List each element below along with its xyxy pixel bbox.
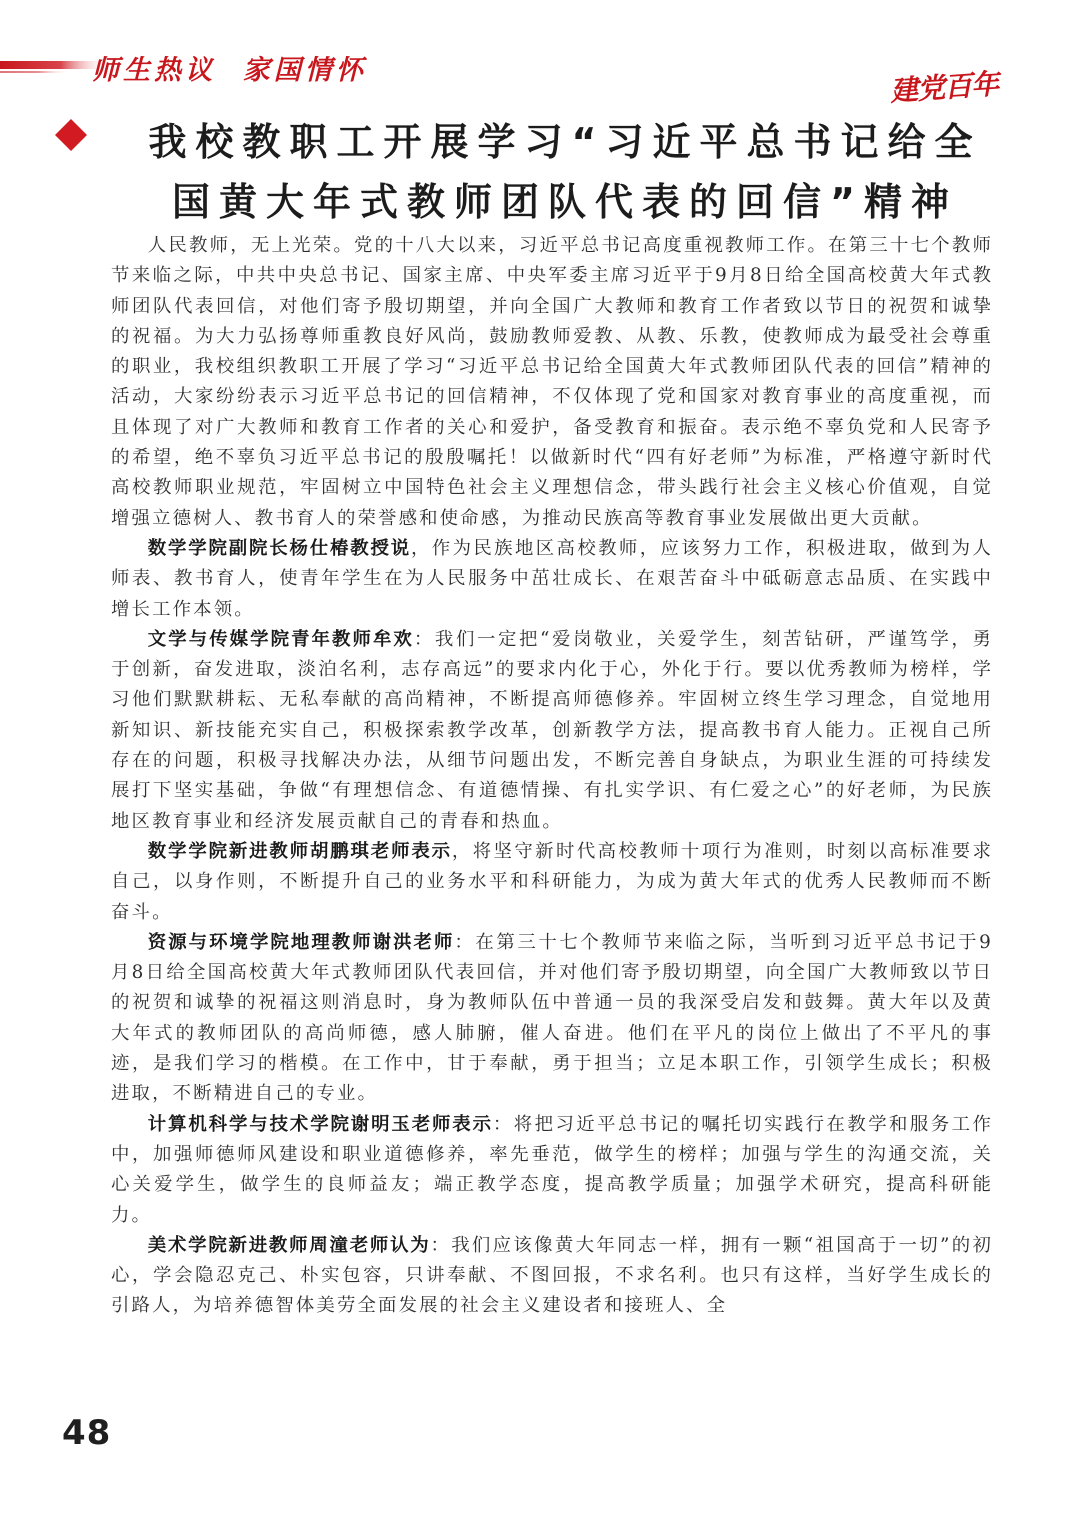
column-title: 师生热议 家国情怀 — [92, 55, 367, 86]
brand-logo: 建党百年 — [889, 67, 1000, 108]
diamond-bullet-icon — [54, 118, 88, 152]
article-title-line-2: 国黄大年式教师团队代表的回信”精神 — [172, 180, 958, 224]
paragraph-text: ：我们一定把“爱岗敬业，关爱学生，刻苦钻研，严谨笃学，勇于创新，奋发进取，淡泊名利，志存高远”的要求内化于心，外化于行。要以优秀教师为榜样，学习他们默默耕耘、无私奉献的高尚精神，不断提高师德修养。牢固树立终生学习理念，自觉地用新知识、新技能充实自己，积极探索教学改革，创新教学方法，提高教书育人能力。正视自己所存在的问题，积极寻找解决办法，从细节问题出发，不断完善自身缺点，为职业生涯的可持续发展打下坚实基础，争做“有理想信念、有道德情操、有扎实学识、有仁爱之心”的好老师，为民族地区教育事业和经济发展贡献自己的青春和热血。 — [111, 628, 993, 832]
article-body — [111, 231, 993, 1322]
page-number: 48 — [62, 1413, 112, 1453]
paragraph-intro — [111, 231, 993, 534]
article-title — [100, 112, 1030, 232]
paragraph-text: ，作为民族地区高校教师，应该努力工作，积极进取，做到为人师表、教书育人，使青年学生在为人民服务中茁壮成长、在艰苦奋斗中砥砺意志品质、在实践中增长工作本领。 — [111, 537, 993, 620]
paragraph-text: ，将坚守新时代高校教师十项行为准则，时刻以高标准要求自己，以身作则，不断提升自己的业务水平和科研能力，为成为黄大年式的优秀人民教师而不断奋斗。 — [111, 840, 993, 923]
paragraph-quote — [111, 625, 993, 837]
article-title-line-1: 我校教职工开展学习“习近平总书记给全 — [148, 120, 982, 164]
paragraph-quote — [111, 1231, 993, 1322]
speaker-lead: 美术学院新进教师周潼老师认为 — [147, 1234, 431, 1256]
speaker-lead: 文学与传媒学院青年教师牟欢 — [147, 628, 414, 650]
paragraph-quote — [111, 837, 993, 928]
speaker-lead: 计算机科学与技术学院谢明玉老师表示 — [147, 1113, 493, 1135]
paragraph-text: 人民教师，无上光荣。党的十八大以来，习近平总书记高度重视教师工作。在第三十七个教师节来临之际，中共中央总书记、国家主席、中央军委主席习近平于9月8日给全国高校黄大年式教师团队代表回信，对他们寄予殷切期望，并向全国广大教师和教育工作者致以节日的祝贺和诚挚的祝福。为大力弘扬尊师重教良好风尚，鼓励教师爱教、从教、乐教，使教师成为最受社会尊重的职业，我校组织教职工开展了学习“习近平总书记给全国黄大年式教师团队代表的回信”精神的活动，大家纷纷表示习近平总书记的回信精神，不仅体现了党和国家对教育事业的高度重视，而且体现了对广大教师和教育工作者的关心和爱护，备受教育和振奋。表示绝不辜负党和人民寄予的希望，绝不辜负习近平总书记的殷殷嘱托！以做新时代“四有好老师”为标准，严格遵守新时代高校教师职业规范，牢固树立中国特色社会主义理想信念，带头践行社会主义核心价值观，自觉增强立德树人、教书育人的荣誉感和使命感，为推动民族高等教育事业发展做出更大贡献。 — [111, 235, 993, 529]
paragraph-quote — [111, 1110, 993, 1231]
speaker-lead: 数学学院副院长杨仕椿教授说 — [147, 537, 411, 559]
paragraph-text: ：在第三十七个教师节来临之际，当听到习近平总书记于9月8日给全国高校黄大年式教师团队代表回信，并对他们寄予殷切期望，向全国广大教师致以节日的祝贺和诚挚的祝福这则消息时，身为教师队伍中普通一员的我深受启发和鼓舞。黄大年以及黄大年式的教师团队的高尚师德，感人肺腑，催人奋进。他们在平凡的岗位上做出了不平凡的事迹，是我们学习的楷模。在工作中，甘于奉献，勇于担当；立足本职工作，引领学生成长；积极进取，不断精进自己的专业。 — [111, 931, 993, 1105]
paragraph-text: ：我们应该像黄大年同志一样，拥有一颗“祖国高于一切”的初心，学会隐忍克己、朴实包容，只讲奉献、不图回报，不求名利。也只有这样，当好学生成长的引路人，为培养德智体美劳全面发展的社会主义建设者和接班人、全 — [111, 1234, 993, 1317]
paragraph-text: ：将把习近平总书记的嘱托切实践行在教学和服务工作中，加强师德师风建设和职业道德修养，率先垂范，做学生的榜样；加强与学生的沟通交流，关心关爱学生，做学生的良师益友；端正教学态度，提高教学质量；加强学术研究，提高科研能力。 — [111, 1113, 993, 1226]
paragraph-quote — [111, 534, 993, 625]
paragraph-quote — [111, 928, 993, 1110]
speaker-lead: 数学学院新进教师胡鹏琪老师表示 — [147, 840, 452, 862]
speaker-lead: 资源与环境学院地理教师谢洪老师 — [147, 931, 455, 953]
